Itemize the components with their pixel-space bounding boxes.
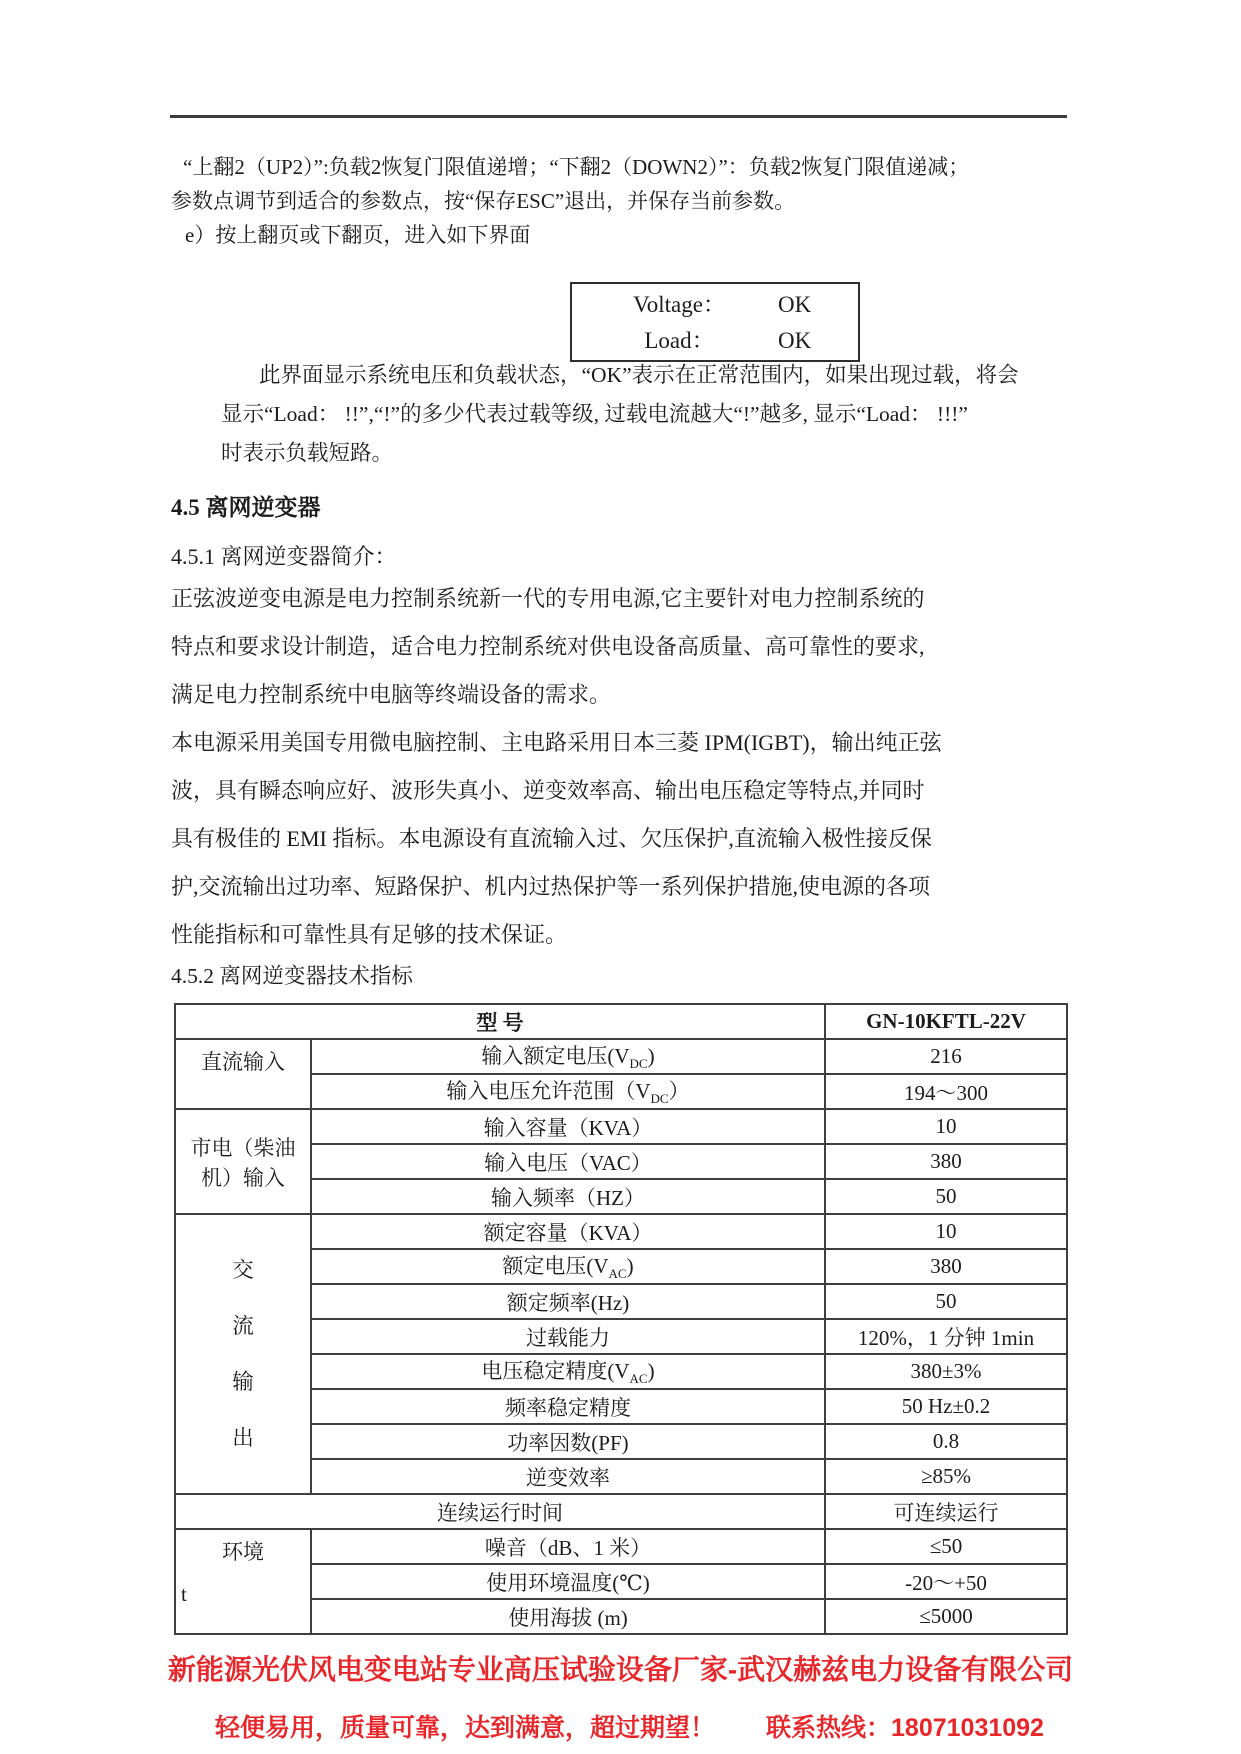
- lcd-load-row: [572, 323, 858, 359]
- spec-row: [175, 1039, 1067, 1074]
- spec-row-label: 额定容量（KVA）: [311, 1214, 825, 1249]
- spec-row-label: 使用海拔 (m): [311, 1599, 825, 1634]
- spec-header-row: [175, 1004, 1067, 1039]
- spec-row: [175, 1214, 1067, 1249]
- spec-header-model-label: 型 号: [175, 1004, 825, 1039]
- spec-row-value: ≤5000: [825, 1599, 1067, 1634]
- spec-row-value: 0.8: [825, 1424, 1067, 1459]
- spec-row: [175, 1494, 1067, 1529]
- text-line: 满足电力控制系统中电脑等终端设备的需求。: [171, 682, 612, 707]
- spec-row-label: 过载能力: [311, 1319, 825, 1354]
- spec-table: [174, 1003, 1068, 1635]
- footer-company-line: 新能源光伏风电变电站专业高压试验设备厂家-武汉赫兹电力设备有限公司: [167, 1654, 1074, 1685]
- spec-row-label: 额定频率(Hz): [311, 1284, 825, 1319]
- text-line: 参数点调节到适合的参数点，按“保存ESC”退出，并保存当前参数。: [171, 189, 796, 213]
- text-line: 显示“Load： !!”,“!”的多少代表过载等级, 过载电流越大“!”越多, 显示“Load： !!!”: [221, 402, 968, 426]
- lcd-load-label: Load：: [644, 328, 715, 353]
- section-heading-4-5: 4.5 离网逆变器: [171, 495, 321, 520]
- footer-slogan: 轻便易用，质量可靠，达到满意，超过期望！: [215, 1714, 716, 1742]
- header-rule: [170, 115, 1067, 118]
- spec-row-label: 频率稳定精度: [311, 1389, 825, 1424]
- spec-row-value: 50 Hz±0.2: [825, 1389, 1067, 1424]
- spec-row-label: 输入电压（VAC）: [311, 1144, 825, 1179]
- paragraph-lcd-explanation: [221, 356, 1079, 473]
- paragraph-up2-down2: [171, 150, 1079, 252]
- spec-row: [175, 1109, 1067, 1144]
- spec-row-label: 噪音（dB、1 米）: [311, 1529, 825, 1564]
- spec-row-label: 输入容量（KVA）: [311, 1109, 825, 1144]
- spec-header-model-value: GN-10KFTL-22V: [825, 1004, 1067, 1039]
- text-line-step-e: e）按上翻页或下翻页，进入如下界面: [185, 223, 531, 247]
- spec-row: [175, 1529, 1067, 1564]
- footer-contact-line: [0, 1712, 1241, 1746]
- spec-row-value: 194～300: [825, 1074, 1067, 1109]
- spec-row-label: 输入电压允许范围$(V_{DC})$: [311, 1074, 825, 1109]
- text-line: 时表示负载短路。: [221, 441, 394, 465]
- spec-row-value: ≤50: [825, 1529, 1067, 1564]
- text-line: 性能指标和可靠性具有足够的技术保证。: [171, 922, 568, 947]
- spec-group-corner-text: t: [181, 1582, 187, 1606]
- text-line: “上翻2（UP2）”:负载2恢复门限值递增；“下翻2（DOWN2）”：负载2恢复门限值递减；: [183, 155, 970, 179]
- lcd-voltage-row: [572, 287, 858, 323]
- spec-row-label: 额定电压$(V_{AC})$: [311, 1249, 825, 1284]
- text-line: 本电源采用美国专用微电脑控制、主电路采用日本三菱 IPM(IGBT)，输出纯正弦: [171, 730, 942, 755]
- spec-row-label: 使用环境温度(℃): [311, 1564, 825, 1599]
- lcd-display-box: [570, 282, 860, 362]
- spec-row-value: 50: [825, 1284, 1067, 1319]
- spec-group-label: 环境 t: [175, 1529, 311, 1634]
- footer-hotline: [766, 1712, 1044, 1744]
- text-line: 具有极佳的 EMI 指标。本电源设有直流输入过、欠压保护,直流输入极性接反保: [171, 826, 932, 851]
- hotline-phone: 18071031092: [891, 1714, 1044, 1742]
- lcd-voltage-label: Voltage：: [633, 292, 726, 317]
- spec-row-label: 连续运行时间: [175, 1494, 825, 1529]
- spec-row-value: 120%，1 分钟 1min: [825, 1319, 1067, 1354]
- spec-row-label: 功率因数(PF): [311, 1424, 825, 1459]
- spec-row-value: 380: [825, 1144, 1067, 1179]
- spec-row-value: 可连续运行: [825, 1494, 1067, 1529]
- spec-row-value: ≥85%: [825, 1459, 1067, 1494]
- spec-row-label: 输入额定电压$(V_{DC})$: [311, 1039, 825, 1074]
- spec-group-label: 市电（柴油机）输入: [175, 1109, 311, 1214]
- spec-row-value: 380±3%: [825, 1354, 1067, 1389]
- spec-row-label: 逆变效率: [311, 1459, 825, 1494]
- text-line: 特点和要求设计制造，适合电力控制系统对供电设备高质量、高可靠性的要求,: [171, 634, 925, 659]
- text-line: 此界面显示系统电压和负载状态，“OK”表示在正常范围内，如果出现过载，将会: [259, 363, 1019, 387]
- spec-row-value: 380: [825, 1249, 1067, 1284]
- spec-row-label: 电压稳定精度$(V_{AC})$: [311, 1354, 825, 1389]
- paragraph-inverter-intro: [171, 575, 1079, 959]
- spec-group-label: 交 流 输 出: [175, 1214, 311, 1494]
- subsection-heading-4-5-2: 4.5.2 离网逆变器技术指标: [171, 964, 413, 988]
- text-line: 正弦波逆变电源是电力控制系统新一代的专用电源,它主要针对电力控制系统的: [171, 586, 925, 611]
- text-line: 波，具有瞬态响应好、波形失真小、逆变效率高、输出电压稳定等特点,并同时: [171, 778, 925, 803]
- spec-row-value: 50: [825, 1179, 1067, 1214]
- spec-row-label: 输入频率（HZ）: [311, 1179, 825, 1214]
- lcd-load-status: OK: [778, 328, 812, 353]
- spec-row-value: 10: [825, 1214, 1067, 1249]
- spec-row-value: 10: [825, 1109, 1067, 1144]
- spec-group-label: 直流输入: [175, 1039, 311, 1109]
- subsection-heading-4-5-1: 4.5.1 离网逆变器简介：: [171, 544, 397, 569]
- text-line: 护,交流输出过功率、短路保护、机内过热保护等一系列保护措施,使电源的各项: [171, 874, 931, 899]
- spec-row-value: -20～+50: [825, 1564, 1067, 1599]
- lcd-voltage-status: OK: [778, 292, 812, 317]
- spec-row-value: 216: [825, 1039, 1067, 1074]
- hotline-label: 联系热线：: [766, 1714, 892, 1742]
